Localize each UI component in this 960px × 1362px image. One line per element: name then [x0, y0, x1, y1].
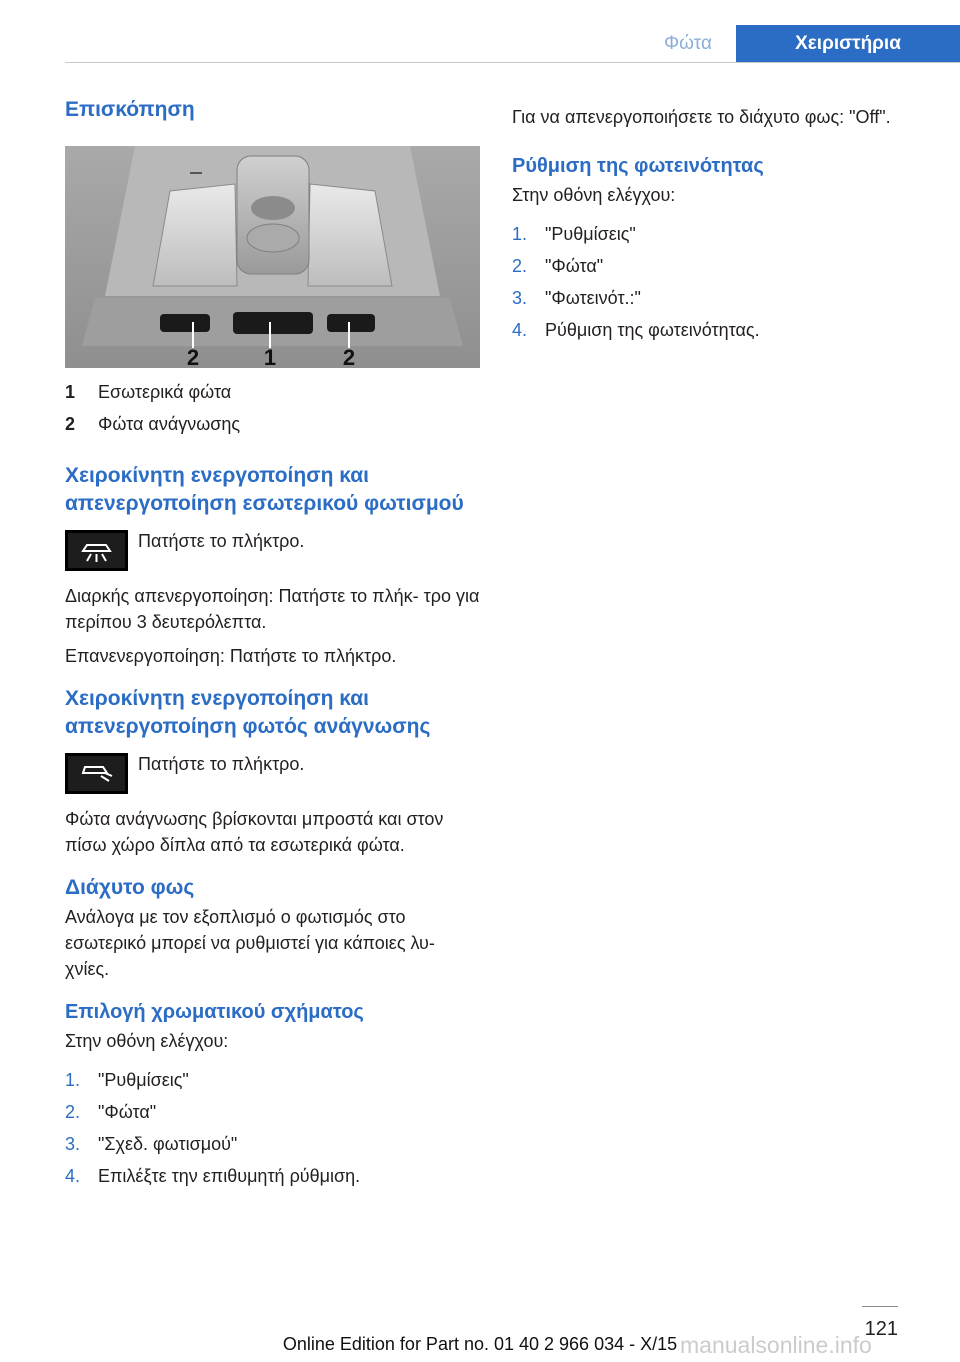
paragraph: Φώτα ανάγνωσης βρίσκονται μπροστά και στον πίσω χώρο δίπλα από τα εσωτερικά φώτα. [65, 809, 444, 855]
tab-controls[interactable]: Χειριστήρια [736, 25, 960, 62]
photo-callout: 2 [342, 345, 356, 368]
list-item: 3. "Φωτεινότ.:" [512, 288, 641, 308]
control-display-intro: Στην οθόνη ελέγχου: [65, 1031, 229, 1051]
edition-line: Online Edition for Part no. 01 40 2 966 034 - X/15 [282, 1334, 678, 1354]
photo-legend [65, 376, 480, 440]
list-item: 4. Επιλέξτε την επιθυμητή ρύθμιση. [65, 1166, 361, 1186]
page-number: 121 [864, 1318, 898, 1340]
brightness-title: Ρύθμιση της φωτεινότητας [512, 155, 764, 177]
list-item: 3. "Σχεδ. φωτισμού" [65, 1134, 238, 1154]
photo-callout: 2 [186, 345, 200, 368]
reading-light-button-row [65, 753, 480, 794]
manual-reading-title: Χειροκίνητη ενεργοποίηση και απενεργοποίηση φωτός ανάγνωσης [65, 687, 431, 738]
footer-rule [862, 1306, 898, 1307]
manual-interior-title: Χειροκίνητη ενεργοποίηση και απενεργοποίηση εσωτερικού φωτισμού [65, 464, 464, 515]
tab-lights[interactable]: Φώτα [664, 32, 712, 54]
legend-item: 1 Εσωτερικά φώτα [65, 382, 232, 402]
paragraph: Ανάλογα με τον εξοπλισμό ο φωτισμός στο εσωτερικό μπορεί να ρυθμιστεί για κάποιες λυ‐ χνίες. [65, 907, 435, 979]
paragraph: Διαρκής απενεργοποίηση: Πατήστε το πλήκ‐ τρο για περίπου 3 δευτερόλεπτα. [65, 586, 480, 632]
press-key-text: Πατήστε το πλήκτρο. [138, 754, 305, 774]
list-item: 4. Ρύθμιση της φωτεινότητας. [512, 320, 760, 340]
header-rule [65, 62, 960, 63]
color-scheme-steps [65, 1064, 480, 1192]
press-key-text: Πατήστε το πλήκτρο. [138, 531, 305, 551]
interior-light-button-row [65, 530, 480, 571]
left-column [65, 96, 480, 1192]
paragraph: Επανενεργοποίηση: Πατήστε το πλήκτρο. [65, 646, 397, 666]
list-item: 2. "Φώτα" [65, 1102, 157, 1122]
ambient-title: Διάχυτο φως [65, 876, 195, 899]
list-item: 1. "Ρυθμίσεις" [512, 224, 636, 244]
ambient-off-text: Για να απενεργοποιήσετε το διάχυτο φως: "Off". [512, 107, 891, 127]
control-display-intro: Στην οθόνη ελέγχου: [512, 185, 676, 205]
reading-light-button-icon [65, 753, 128, 794]
overview-title: Επισκόπηση [65, 98, 195, 121]
overhead-console-photo [65, 146, 480, 368]
list-item: 1. "Ρυθμίσεις" [65, 1070, 189, 1090]
watermark: manualsonline.info [680, 1332, 872, 1358]
brightness-steps [512, 218, 927, 346]
photo-callout: 1 [263, 345, 277, 368]
legend-item: 2 Φώτα ανάγνωσης [65, 414, 241, 434]
color-scheme-title: Επιλογή χρωματικού σχήματος [65, 1001, 364, 1023]
interior-light-button-icon [65, 530, 128, 571]
list-item: 2. "Φώτα" [512, 256, 604, 276]
right-column [512, 104, 927, 346]
